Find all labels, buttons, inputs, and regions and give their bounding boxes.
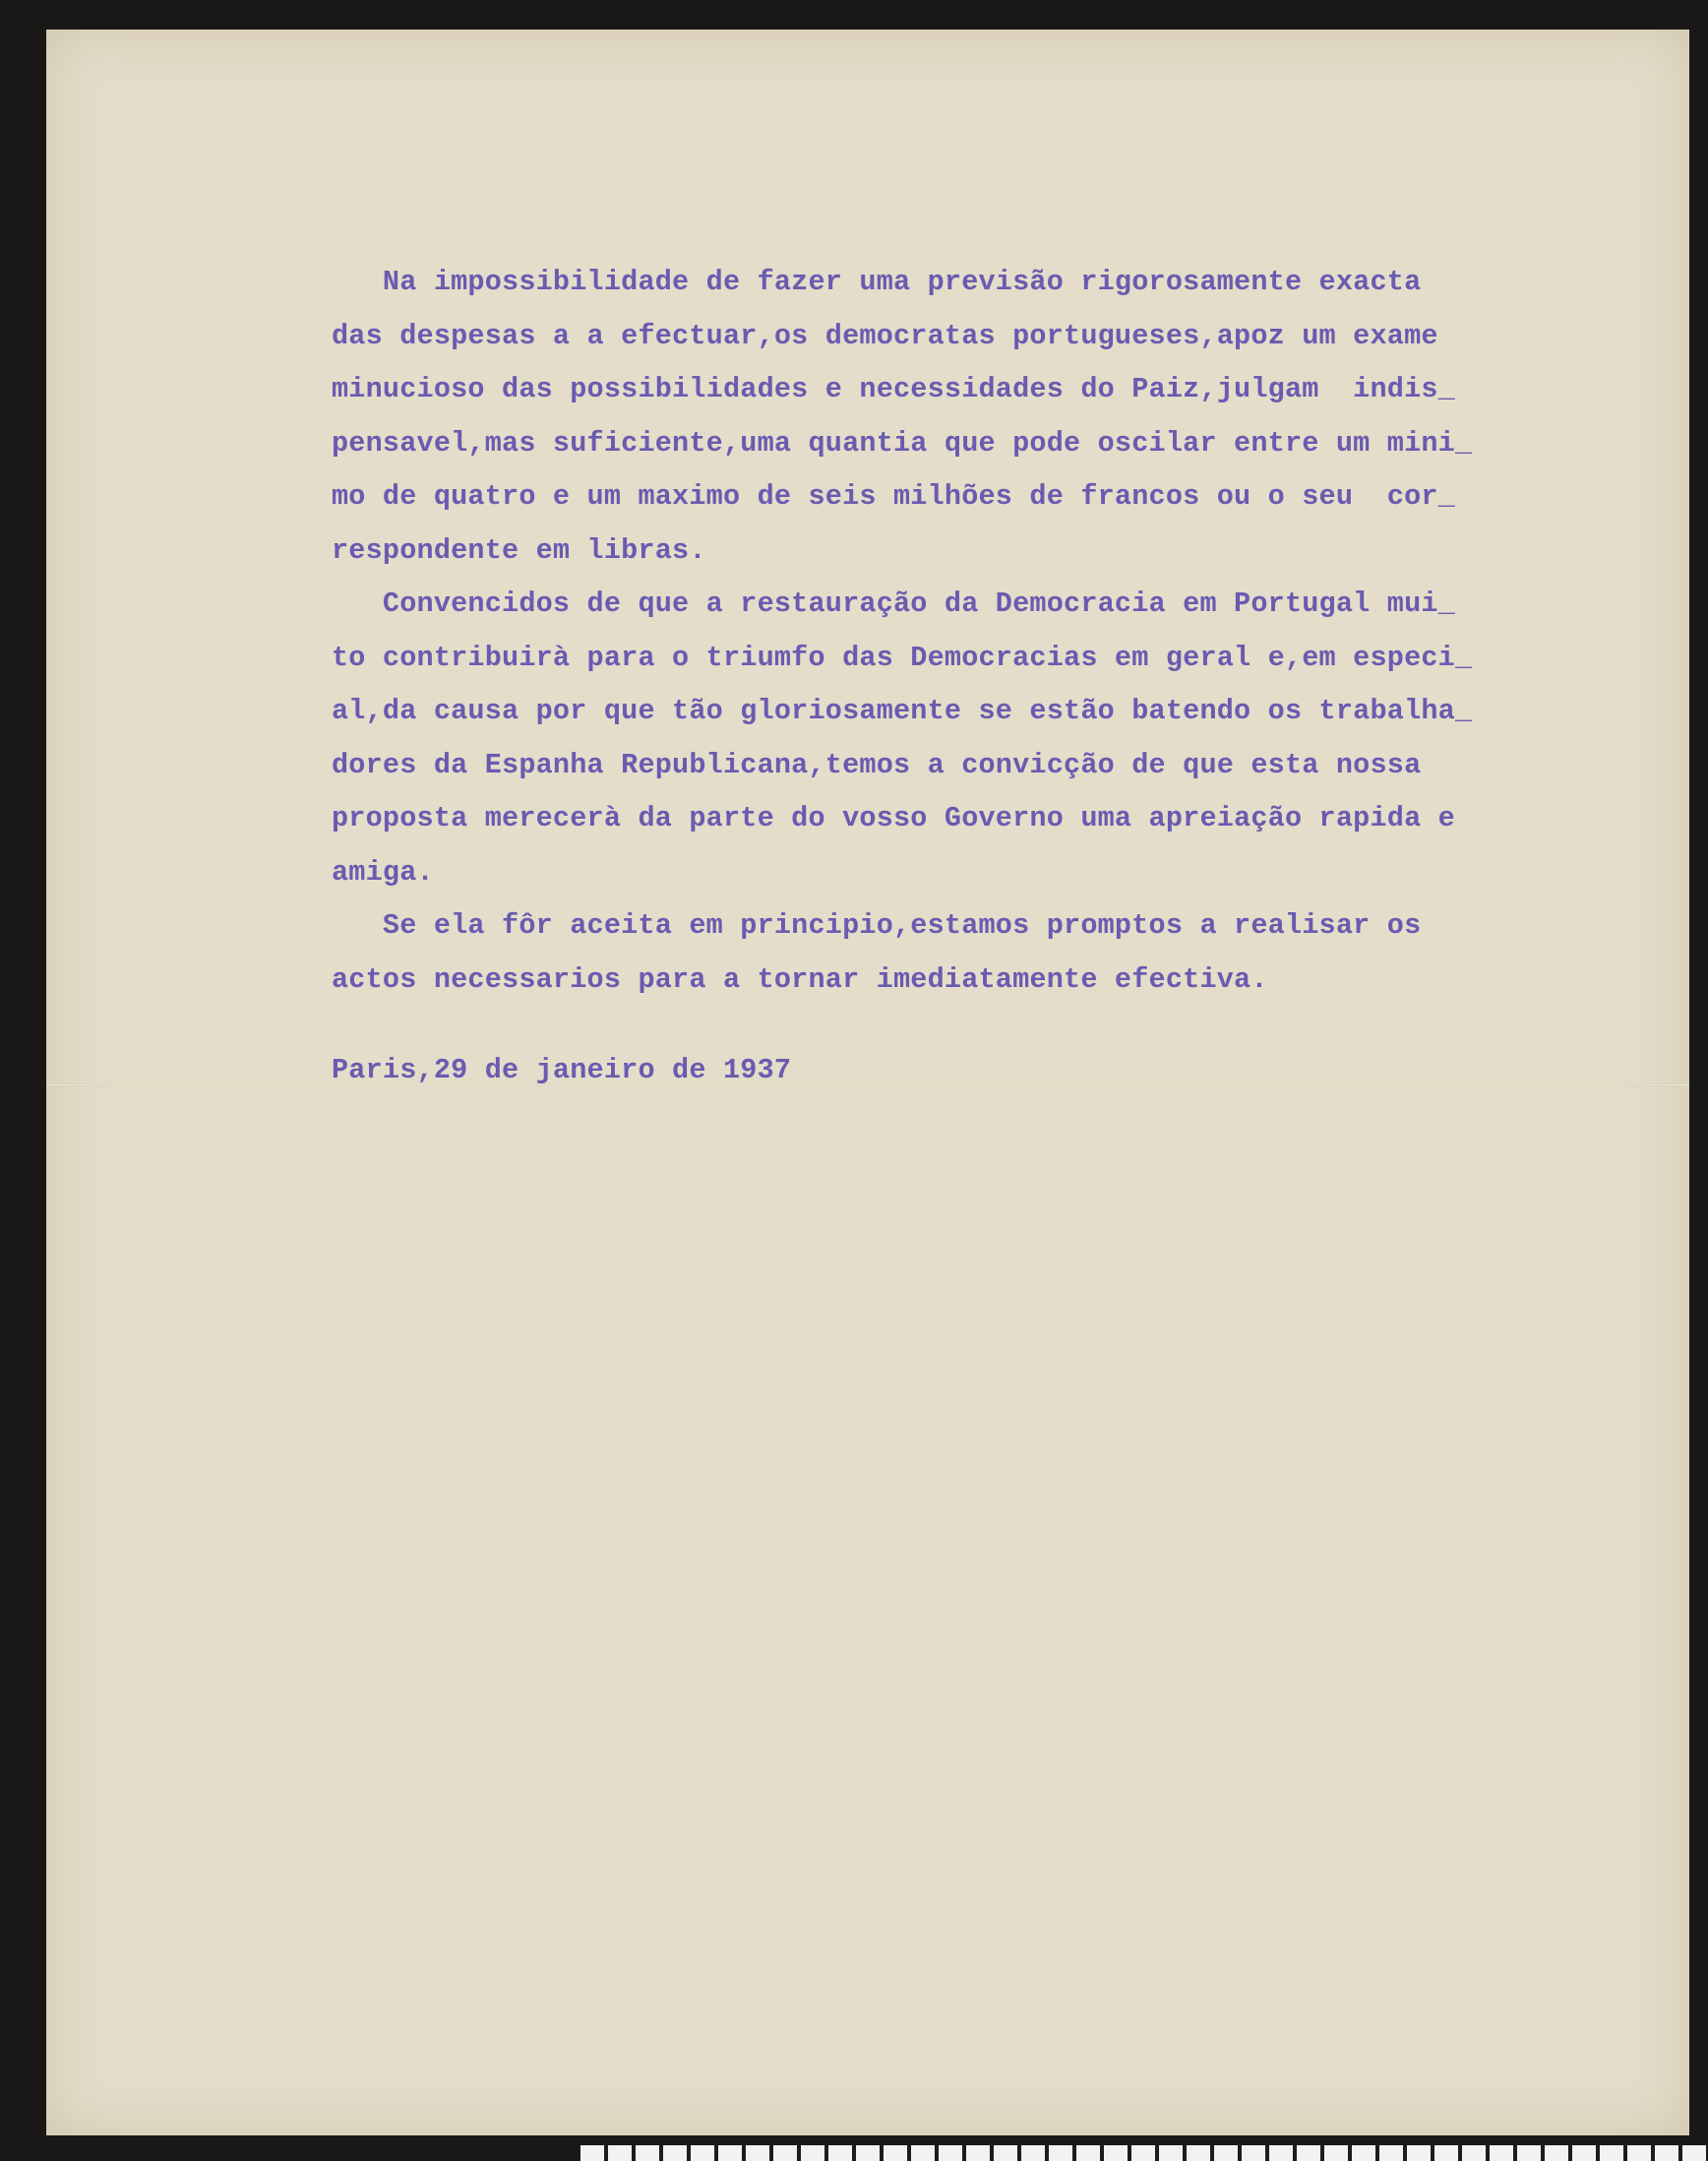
body-line: actos necessarios para a tornar imediatamente efectiva. (332, 962, 1268, 996)
body-line: al,da causa por que tão gloriosamente se estão batendo os trabalha_ (332, 695, 1473, 727)
body-line: to contribuirà para o triumfo das Democracias em geral e,em especi_ (332, 641, 1473, 674)
body-line: mo de quatro e um maximo de seis milhões de francos ou o seu cor_ (332, 480, 1455, 513)
body-line: minucioso das possibilidades e necessidades do Paiz,julgam indis_ (332, 373, 1455, 405)
body-line: das despesas a a efectuar,os democratas portugueses,apoz um exame (332, 319, 1438, 352)
body-line: pensavel,mas suficiente,uma quantia que pode oscilar entre um mini_ (332, 426, 1473, 460)
body-line: proposta merecerà da parte do vosso Governo uma apreiação rapida e (332, 802, 1455, 834)
body-line: Se ela fôr aceita em principio,estamos promptos a realisar os (332, 909, 1422, 942)
body-line: Convencidos de que a restauração da Democracia em Portugal mui_ (332, 587, 1455, 620)
body-line: respondente em libras. (332, 533, 706, 567)
typed-letter-page (46, 30, 1689, 2135)
letter-body (332, 256, 1708, 1098)
body-line: dores da Espanha Republicana,temos a convicção de que esta nossa (332, 748, 1422, 781)
scale-bar (580, 2145, 1708, 2161)
body-line: amiga. (332, 855, 434, 889)
body-line: Na impossibilidade de fazer uma previsão rigorosamente exacta (332, 266, 1422, 298)
date-line: Paris,29 de janeiro de 1937 (332, 1054, 792, 1086)
